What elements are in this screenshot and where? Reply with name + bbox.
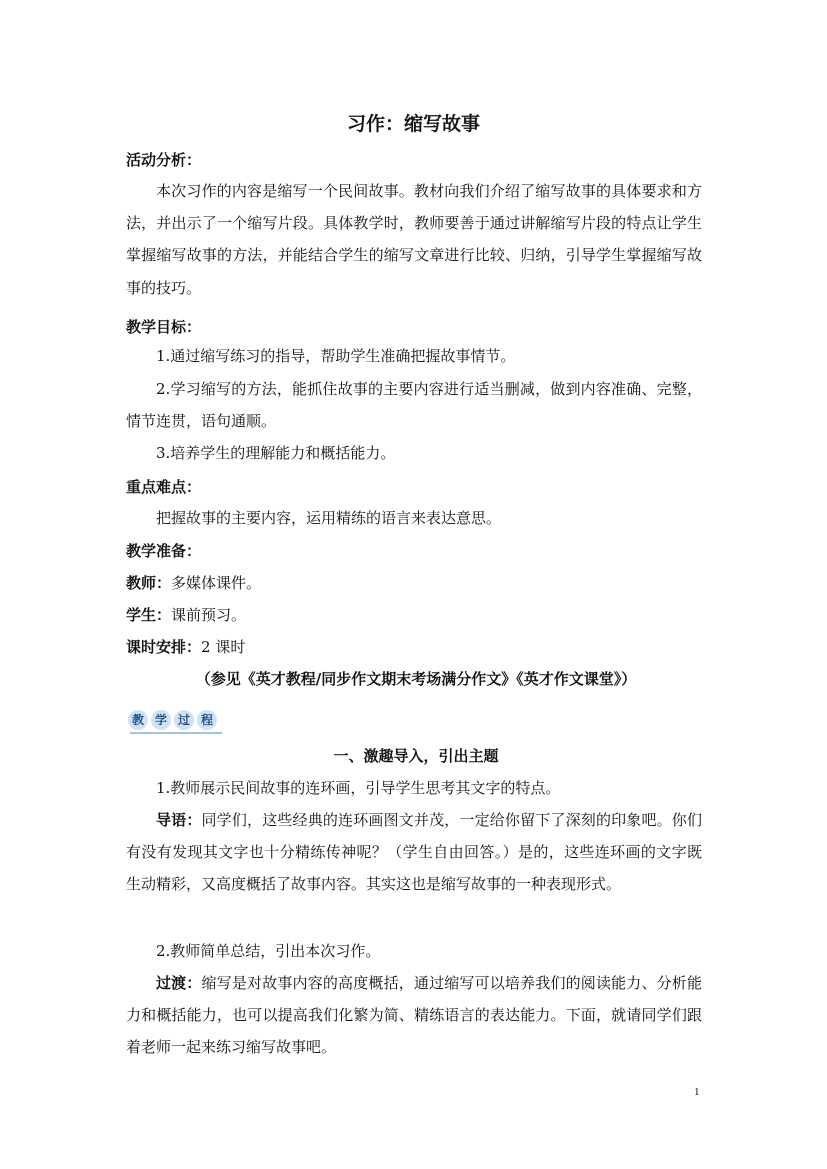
teacher-label: 教师： [126, 574, 172, 592]
guide-label: 导语： [156, 811, 202, 829]
goal-item-2: 2.学习缩写的方法，能抓住故事的主要内容进行适当删减，做到内容准确、完整，情节连贯，语句通顺。 [126, 380, 702, 431]
badge-underline [130, 732, 222, 734]
schedule-value: 2 课时 [201, 638, 246, 656]
section1-step2: 2.教师简单总结，引出本次习作。 [156, 942, 381, 960]
badge-char-2: 学 [151, 710, 171, 730]
badge-char-1: 教 [128, 710, 148, 730]
prep-heading: 教学准备： [126, 542, 202, 560]
goals-heading: 教学目标： [126, 318, 202, 336]
reference-note: （参见《英才教程/同步作文期末考场满分作文》《英才作文课堂》） [195, 670, 637, 688]
key-heading: 重点难点： [126, 478, 202, 496]
process-badge [128, 706, 224, 734]
badge-char-4: 程 [197, 710, 217, 730]
page-title: 习作：缩写故事 [346, 113, 480, 135]
badge-char-3: 过 [174, 710, 194, 730]
section1-heading: 一、激趣导入，引出主题 [333, 747, 499, 765]
prep-student [126, 600, 706, 630]
guide-text: 同学们，这些经典的连环画图文并茂，一定给你留下了深刻的印象吧。你们有没有发现其文字也十分精练传神呢？（学生自由回答。）是的，这些连环画的文字既生动精彩，又高度概括了故事内容。其实这也是缩写故事的一种表现形式。 [126, 811, 702, 894]
activity-heading: 活动分析： [126, 151, 202, 169]
goal-item-3: 3.培养学生的理解能力和概括能力。 [156, 444, 396, 462]
page-number: 1 [694, 1086, 700, 1098]
key-text: 把握故事的主要内容，运用精练的语言来表达意思。 [156, 509, 502, 527]
schedule [126, 632, 706, 662]
transition-paragraph [126, 967, 702, 1064]
goal-item-1: 1.通过缩写练习的指导，帮助学生准确把握故事情节。 [156, 347, 516, 365]
student-text: 课前预习。 [171, 606, 247, 624]
transition-text: 缩写是对故事内容的高度概括，通过缩写可以培养我们的阅读能力、分析能力和概括能力，也可以提高我们化繁为简、精练语言的表达能力。下面，就请同学们跟着老师一起来练习缩写故事吧。 [126, 974, 702, 1057]
student-label: 学生： [126, 606, 172, 624]
section1-step1: 1.教师展示民间故事的连环画，引导学生思考其文字的特点。 [156, 779, 561, 797]
activity-paragraph: 本次习作的内容是缩写一个民间故事。教材向我们介绍了缩写故事的具体要求和方法，并出示了一个缩写片段。具体教学时，教师要善于通过讲解缩写片段的特点让学生掌握缩写故事的方法，并能结合学生的缩写文章进行比较、归纳，引导学生掌握缩写故事的技巧。 [126, 182, 702, 297]
prep-teacher [126, 568, 706, 598]
transition-label: 过渡： [156, 974, 202, 992]
guide-paragraph [126, 804, 702, 901]
teacher-text: 多媒体课件。 [171, 574, 262, 592]
schedule-label: 课时安排： [126, 638, 202, 656]
